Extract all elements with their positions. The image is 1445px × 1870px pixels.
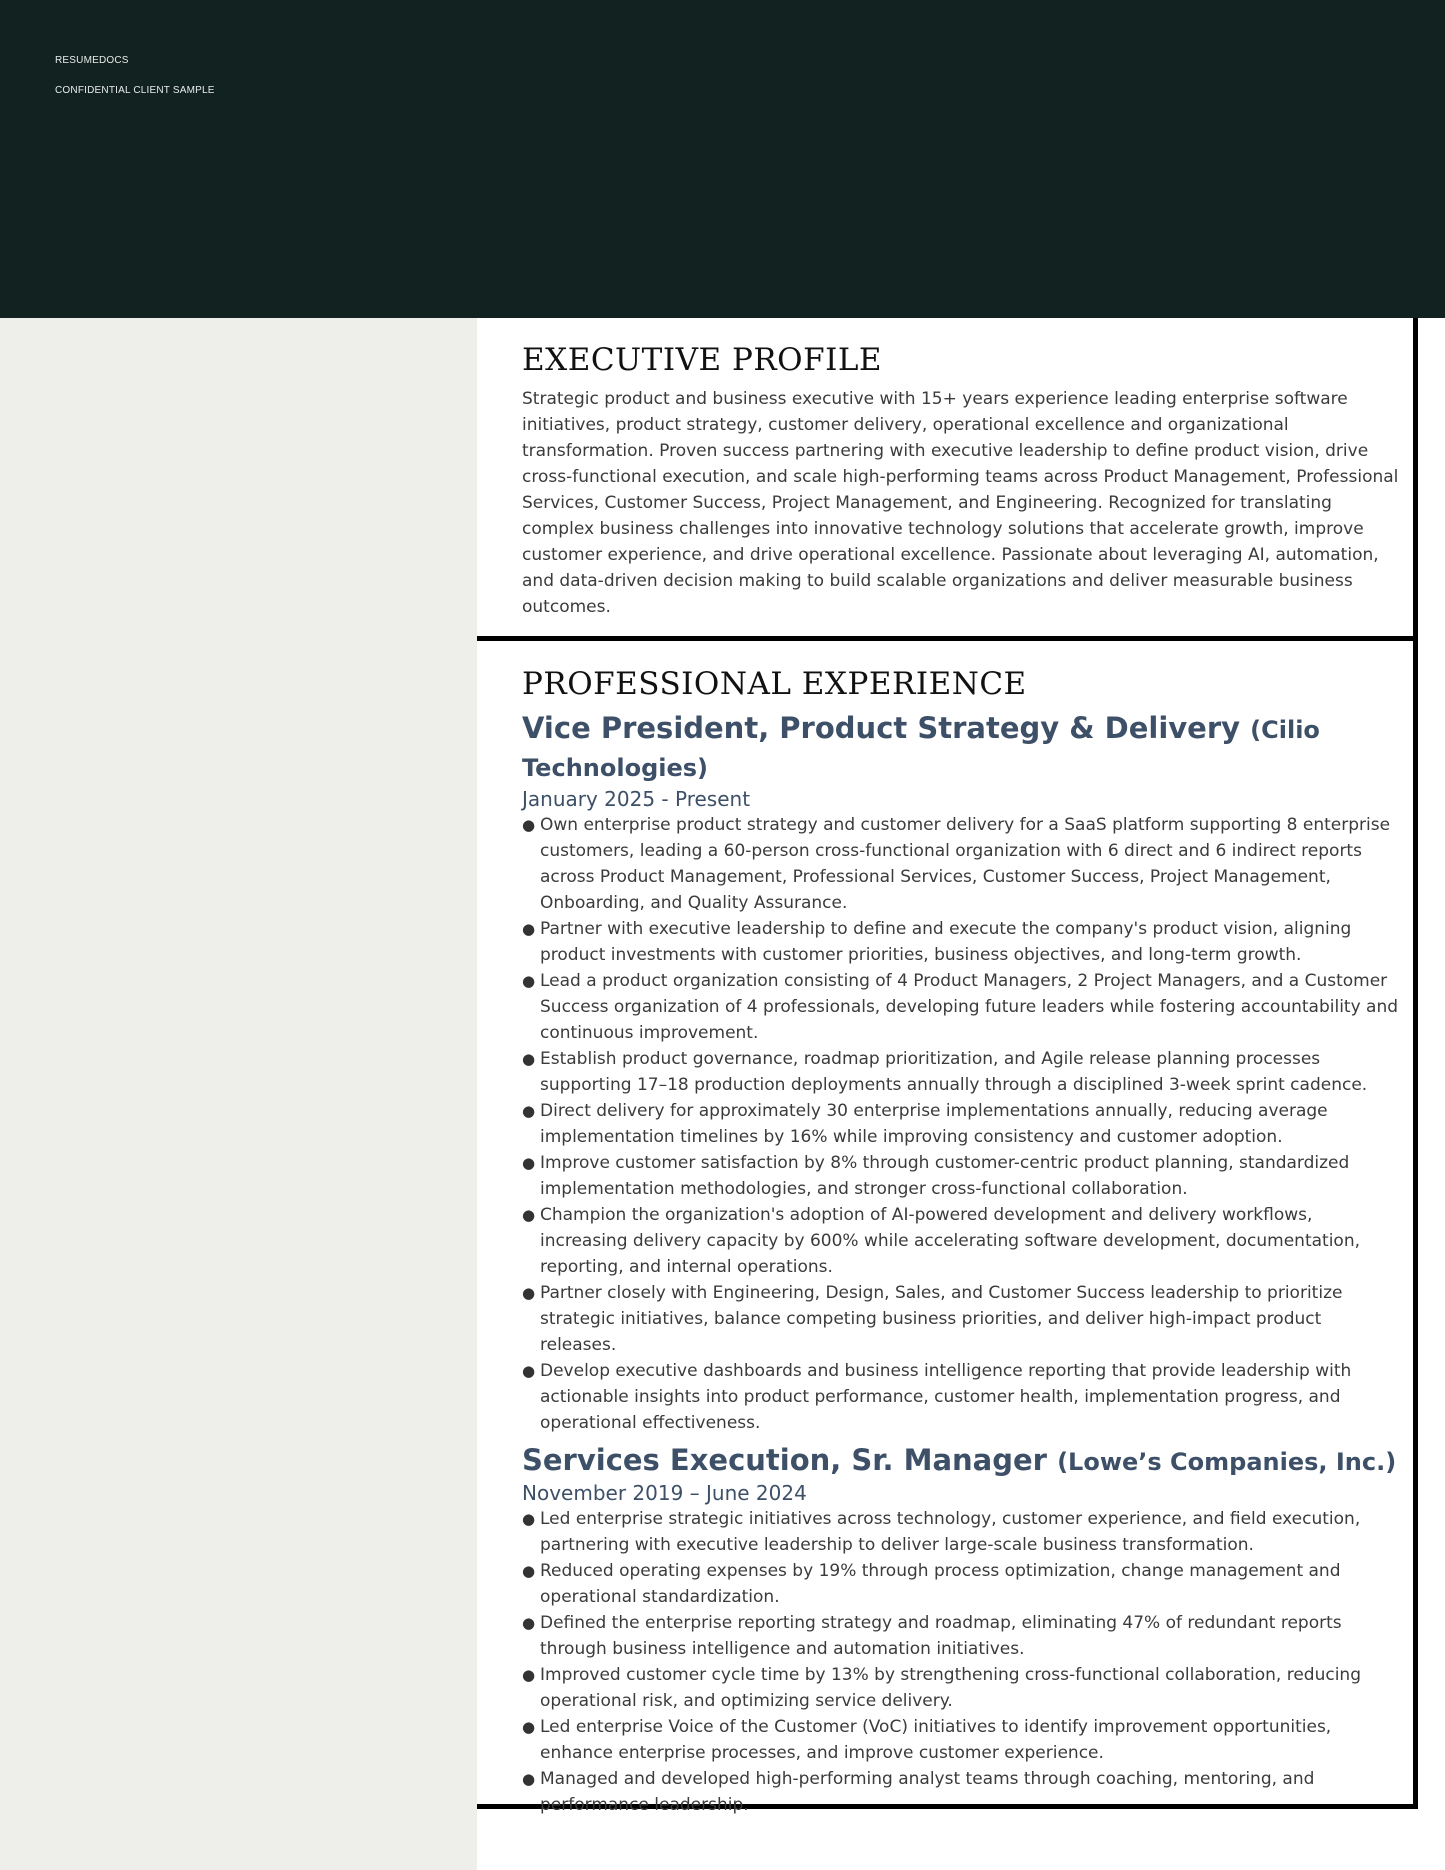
bullet-icon: ● [522, 1770, 536, 1788]
job-bullets [522, 1506, 1402, 1818]
bullet-icon: ● [522, 920, 536, 938]
bullet-icon: ● [522, 816, 536, 834]
sidebar-panel [0, 318, 477, 1870]
bullet-icon: ● [522, 1510, 536, 1528]
bullet-item: ● Improve customer satisfaction by 8% through customer-centric product planning, standardized implementation methodologies, and stronger cross-functional collaboration. [522, 1150, 1402, 1202]
bullet-item: ● Lead a product organization consisting of 4 Product Managers, 2 Project Managers, and a Customer Success organization of 4 professionals, developing future leaders while fostering accountability and continuous improvement. [522, 968, 1402, 1046]
bullet-icon: ● [522, 1718, 536, 1736]
job-title [522, 1442, 1402, 1480]
job-entry [522, 1442, 1402, 1818]
bullet-icon: ● [522, 1154, 536, 1172]
bullet-item: ● Develop executive dashboards and business intelligence reporting that provide leadership with actionable insights into product performance, customer health, implementation progress, and operational effectiveness. [522, 1358, 1402, 1436]
job-role: Vice President, Product Strategy & Delivery [522, 711, 1241, 745]
bullet-icon: ● [522, 1614, 536, 1632]
bullet-item: ● Partner with executive leadership to define and execute the company's product vision, aligning product investments with customer priorities, business objectives, and long-term growth. [522, 916, 1402, 968]
bullet-item: ● Managed and developed high-performing analyst teams through coaching, mentoring, and performance leadership. [522, 1766, 1402, 1818]
bullet-item: ● Establish product governance, roadmap prioritization, and Agile release planning processes supporting 17–18 production deployments annually through a disciplined 3-week sprint cadence. [522, 1046, 1402, 1098]
brand-label: RESUMEDOCS [55, 55, 129, 66]
bullet-icon: ● [522, 1284, 536, 1302]
job-role: Services Execution, Sr. Manager [522, 1443, 1047, 1477]
job-dates: November 2019 – June 2024 [522, 1481, 807, 1505]
bullet-item: ● Defined the enterprise reporting strategy and roadmap, eliminating 47% of redundant reports through business intelligence and automation initiatives. [522, 1610, 1402, 1662]
bullet-icon: ● [522, 1206, 536, 1224]
job-dates: January 2025 - Present [522, 787, 751, 811]
bullet-icon: ● [522, 1562, 536, 1580]
bullet-item: ● Partner closely with Engineering, Design, Sales, and Customer Success leadership to prioritize strategic initiatives, balance competing business priorities, and deliver high-impact product releases. [522, 1280, 1402, 1358]
job-company: (Lowe’s Companies, Inc.) [1057, 1448, 1397, 1476]
bullet-item: ● Improved customer cycle time by 13% by strengthening cross-functional collaboration, reducing operational risk, and optimizing service delivery. [522, 1662, 1402, 1714]
profile-text: Strategic product and business executive with 15+ years experience leading enterprise software initiatives, product strategy, customer delivery, operational excellence and organizational transformation. Proven success partnering with executive leadership to define product vision, drive cross-functional execution, and scale high-performing teams across Product Management, Professional Services, Customer Success, Project Management, and Engineering. Recognized for translating complex business challenges into innovative technology solutions that accelerate growth, improve customer experience, and drive operational excellence. Passionate about leveraging AI, automation, and data-driven decision making to build scalable organizations and deliver measurable business outcomes. [522, 389, 1399, 617]
job-company: (Cilio Technologies) [522, 716, 1320, 782]
executive-profile-section [477, 318, 1418, 641]
bullet-item: ● Led enterprise Voice of the Customer (VoC) initiatives to identify improvement opportunities, enhance enterprise processes, and improve customer experience. [522, 1714, 1402, 1766]
bullet-item: ● Led enterprise strategic initiatives across technology, customer experience, and field execution, partnering with executive leadership to deliver large-scale business transformation. [522, 1506, 1402, 1558]
header-banner [0, 0, 1445, 318]
bullet-icon: ● [522, 1362, 536, 1380]
job-title [522, 710, 1402, 786]
section-title-profile: EXECUTIVE PROFILE [522, 342, 883, 378]
professional-experience-section [477, 641, 1418, 1815]
bullet-item: ● Champion the organization's adoption of AI-powered development and delivery workflows, increasing delivery capacity by 600% while accelerating software development, documentation, reporting, and internal operations. [522, 1202, 1402, 1280]
bullet-item: ● Reduced operating expenses by 19% through process optimization, change management and operational standardization. [522, 1558, 1402, 1610]
bullet-icon: ● [522, 972, 536, 990]
section-title-experience: PROFESSIONAL EXPERIENCE [522, 666, 1027, 702]
job-bullets [522, 812, 1402, 1436]
bullet-icon: ● [522, 1666, 536, 1684]
bullet-item: ● Own enterprise product strategy and customer delivery for a SaaS platform supporting 8 enterprise customers, leading a 60-person cross-functional organization with 6 direct and 6 indirect reports across Product Management, Professional Services, Customer Success, Project Management, Onboarding, and Quality Assurance. [522, 812, 1402, 916]
bullet-icon: ● [522, 1102, 536, 1120]
bullet-icon: ● [522, 1050, 536, 1068]
bullet-item: ● Direct delivery for approximately 30 enterprise implementations annually, reducing average implementation timelines by 16% while improving consistency and customer adoption. [522, 1098, 1402, 1150]
confidential-label: CONFIDENTIAL CLIENT SAMPLE [55, 85, 215, 96]
job-entry [522, 710, 1402, 1436]
